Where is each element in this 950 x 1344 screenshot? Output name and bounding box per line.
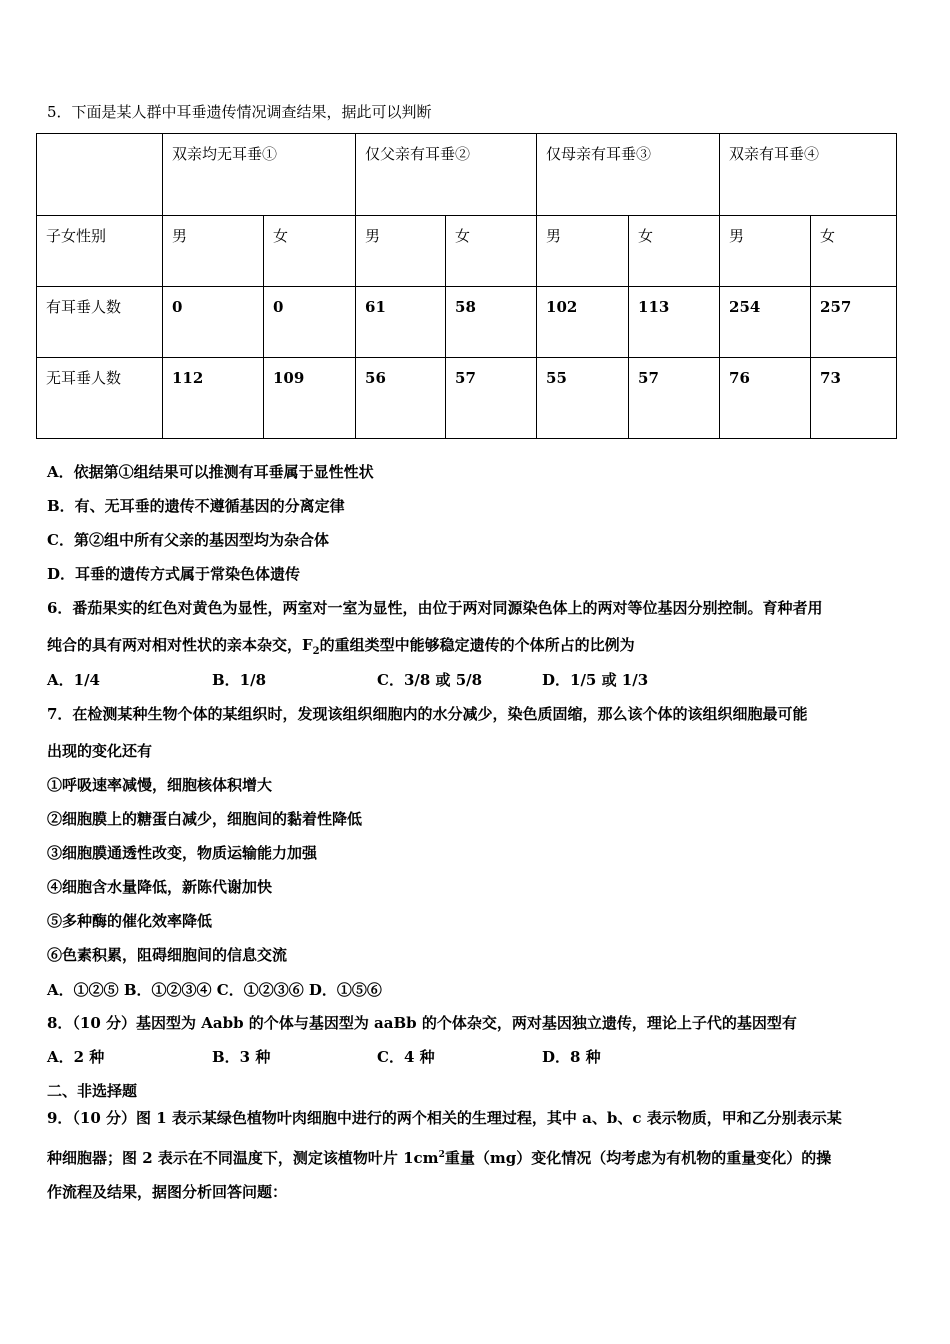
q8-option-a: A．2 种 bbox=[47, 1048, 105, 1066]
sex-cell: 女 bbox=[446, 216, 537, 287]
with-earlobe-count: 0 bbox=[264, 287, 356, 358]
q8-stem: 8．（10 分）基因型为 Aabb 的个体与基因型为 aaBb 的个体杂交，两对基因独立遗传，理论上子代的基因型有 bbox=[47, 1014, 797, 1032]
without-earlobe-count: 56 bbox=[356, 358, 446, 439]
q7-item: ⑥色素积累，阻碍细胞间的信息交流 bbox=[47, 946, 288, 964]
sex-cell: 男 bbox=[356, 216, 446, 287]
q6-stem-line1: 6．番茄果实的红色对黄色为显性，两室对一室为显性，由位于两对同源染色体上的两对等位基因分别控制。育种者用 bbox=[47, 599, 823, 617]
q9-stem-line2: 种细胞器；图 2 表示在不同温度下，测定该植物叶片 $1cm^2$重量（mg）变化情况（均考虑为有机物的重量变化）的操 bbox=[47, 1149, 832, 1167]
with-earlobe-count: 58 bbox=[446, 287, 537, 358]
sex-cell: 男 bbox=[720, 216, 811, 287]
without-earlobe-count: 112 bbox=[163, 358, 264, 439]
row-label-sex: 子女性别 bbox=[37, 216, 163, 287]
q6-option-c: C．3/8 或 5/8 bbox=[377, 671, 483, 689]
q6-option-a: A．1/4 bbox=[47, 671, 100, 689]
q7-item: ③细胞膜通透性改变，物质运输能力加强 bbox=[47, 844, 318, 862]
with-earlobe-count: 254 bbox=[720, 287, 811, 358]
row-label-with-earlobe: 有耳垂人数 bbox=[37, 287, 163, 358]
q6-option-d: D．1/5 或 1/3 bbox=[542, 671, 649, 689]
q5-stem: 5．下面是某人群中耳垂遗传情况调查结果，据此可以判断 bbox=[47, 103, 432, 121]
with-earlobe-count: 113 bbox=[629, 287, 720, 358]
q6-options bbox=[47, 670, 648, 690]
with-earlobe-count: 102 bbox=[537, 287, 629, 358]
q7-options: A．①②⑤ B．①②③④ C．①②③⑥ D．①⑤⑥ bbox=[47, 981, 382, 999]
q7-item: ②细胞膜上的糖蛋白减少，细胞间的黏着性降低 bbox=[47, 810, 363, 828]
q8-options bbox=[47, 1047, 601, 1067]
q5-option-a: A．依据第①组结果可以推测有耳垂属于显性性状 bbox=[47, 463, 374, 481]
without-earlobe-count: 57 bbox=[629, 358, 720, 439]
q6-option-b: B．1/8 bbox=[212, 671, 267, 689]
group-header-1: 双亲均无耳垂① bbox=[163, 134, 356, 216]
q5-option-d: D．耳垂的遗传方式属于常染色体遗传 bbox=[47, 565, 301, 583]
group-header-2: 仅父亲有耳垂② bbox=[356, 134, 537, 216]
with-earlobe-count: 61 bbox=[356, 287, 446, 358]
q7-item: ①呼吸速率减慢，细胞核体积增大 bbox=[47, 776, 273, 794]
sex-cell: 女 bbox=[264, 216, 356, 287]
q8-option-b: B．3 种 bbox=[212, 1048, 271, 1066]
without-earlobe-count: 76 bbox=[720, 358, 811, 439]
sex-cell: 男 bbox=[163, 216, 264, 287]
q7-stem-line1: 7．在检测某种生物个体的某组织时，发现该组织细胞内的水分减少，染色质固缩，那么该个体的该组织细胞最可能 bbox=[47, 705, 808, 723]
group-header-4: 双亲有耳垂④ bbox=[720, 134, 897, 216]
sex-cell: 男 bbox=[537, 216, 629, 287]
earlobe-survey-table bbox=[36, 133, 897, 439]
q5-option-b: B．有、无耳垂的遗传不遵循基因的分离定律 bbox=[47, 497, 345, 515]
row-label-without-earlobe: 无耳垂人数 bbox=[37, 358, 163, 439]
with-earlobe-count: 0 bbox=[163, 287, 264, 358]
sex-cell: 女 bbox=[629, 216, 720, 287]
q7-stem-line2: 出现的变化还有 bbox=[47, 742, 153, 760]
without-earlobe-count: 73 bbox=[811, 358, 897, 439]
sex-cell: 女 bbox=[811, 216, 897, 287]
without-earlobe-count: 57 bbox=[446, 358, 537, 439]
with-earlobe-count: 257 bbox=[811, 287, 897, 358]
section-heading: 二、非选择题 bbox=[47, 1082, 138, 1100]
q9-stem-line3: 作流程及结果，据图分析回答问题： bbox=[47, 1183, 288, 1201]
q8-option-d: D．8 种 bbox=[542, 1048, 601, 1066]
q5-option-c: C．第②组中所有父亲的基因型均为杂合体 bbox=[47, 531, 329, 549]
without-earlobe-count: 109 bbox=[264, 358, 356, 439]
q7-item: ④细胞含水量降低，新陈代谢加快 bbox=[47, 878, 273, 896]
q9-stem-line1: 9．（10 分）图 1 表示某绿色植物叶肉细胞中进行的两个相关的生理过程，其中 a、b、c 表示物质，甲和乙分别表示某 bbox=[47, 1109, 842, 1127]
group-header-3: 仅母亲有耳垂③ bbox=[537, 134, 720, 216]
q6-stem-line2: 纯合的具有两对相对性状的亲本杂交，$F_2$的重组类型中能够稳定遗传的个体所占的比例为 bbox=[47, 636, 635, 657]
without-earlobe-count: 55 bbox=[537, 358, 629, 439]
q8-option-c: C．4 种 bbox=[377, 1048, 435, 1066]
q7-item: ⑤多种酶的催化效率降低 bbox=[47, 912, 213, 930]
header-empty-cell bbox=[37, 134, 163, 216]
